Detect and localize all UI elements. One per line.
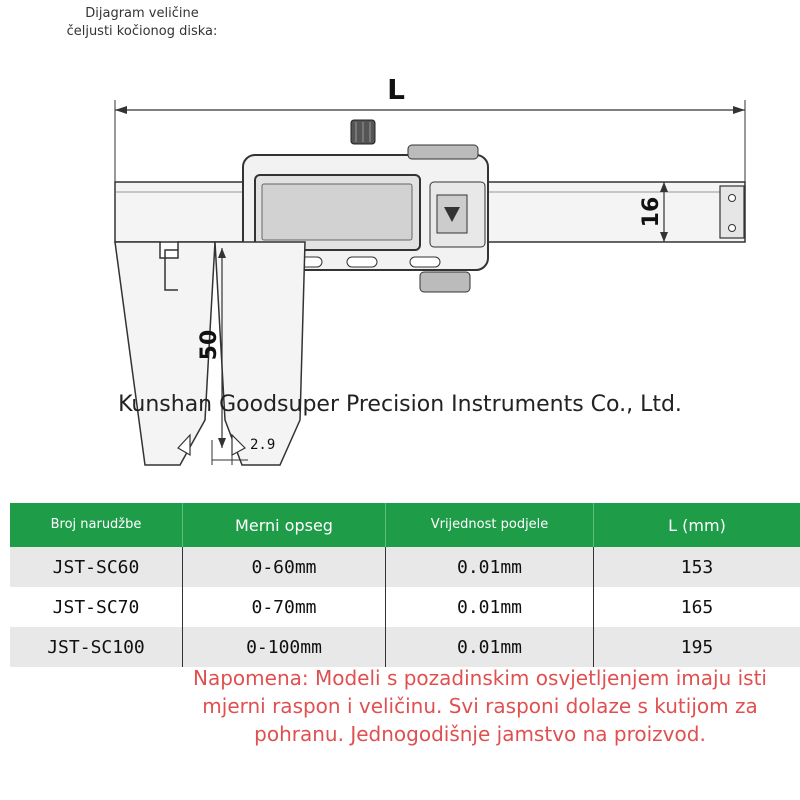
- note-text: Napomena: Modeli s pozadinskim osvjetljenjem imaju isti mjerni raspon i veličinu. Svi rasponi dolaze s kutijom za pohranu. Jednogodišnje jamstvo na proizvod.: [193, 666, 767, 746]
- table-row: [10, 547, 800, 587]
- cell-order-number: JST-SC100: [10, 627, 183, 667]
- length-label: L: [387, 73, 405, 106]
- cell-range: 0-60mm: [183, 547, 386, 587]
- cell-range: 0-70mm: [183, 587, 386, 627]
- tip-width-label: 2.9: [250, 437, 276, 453]
- table-row: [10, 587, 800, 627]
- cell-length: 153: [594, 547, 800, 587]
- header-division-value: Vrijednost podjele: [386, 503, 594, 547]
- length-arrow-left: [115, 106, 127, 114]
- caliper-diagram: [0, 60, 800, 480]
- spec-table: [10, 503, 800, 667]
- length-arrow-right: [733, 106, 745, 114]
- diagram-caption: [52, 5, 232, 41]
- table-header-row: [10, 503, 800, 547]
- cell-division: 0.01mm: [386, 547, 594, 587]
- header-length: L (mm): [594, 503, 800, 547]
- table-row: [10, 627, 800, 667]
- cell-order-number: JST-SC60: [10, 547, 183, 587]
- jaw-length-label: 50: [197, 329, 222, 361]
- moving-jaw: [215, 242, 305, 465]
- header-order-number: Broj narudžbe: [10, 503, 183, 547]
- cell-length: 165: [594, 587, 800, 627]
- thumb-wheel: [408, 145, 478, 159]
- cell-order-number: JST-SC70: [52, 596, 140, 618]
- cell-division: 0.01mm: [386, 587, 594, 627]
- cell-division: 0.01mm: [386, 627, 594, 667]
- slider-button-3: [410, 257, 440, 267]
- slider-button-2: [347, 257, 377, 267]
- caption-line-1: Dijagram veličine: [85, 6, 199, 21]
- caption-line-2: čeljusti kočionog diska:: [66, 24, 218, 39]
- header-measuring-range: Merni opseg: [183, 503, 386, 547]
- cell-length: 195: [594, 627, 800, 667]
- height-label: 16: [639, 196, 664, 228]
- company-name: Kunshan Goodsuper Precision Instruments Co., Ltd.: [118, 392, 682, 417]
- cell-range: 0-100mm: [183, 627, 386, 667]
